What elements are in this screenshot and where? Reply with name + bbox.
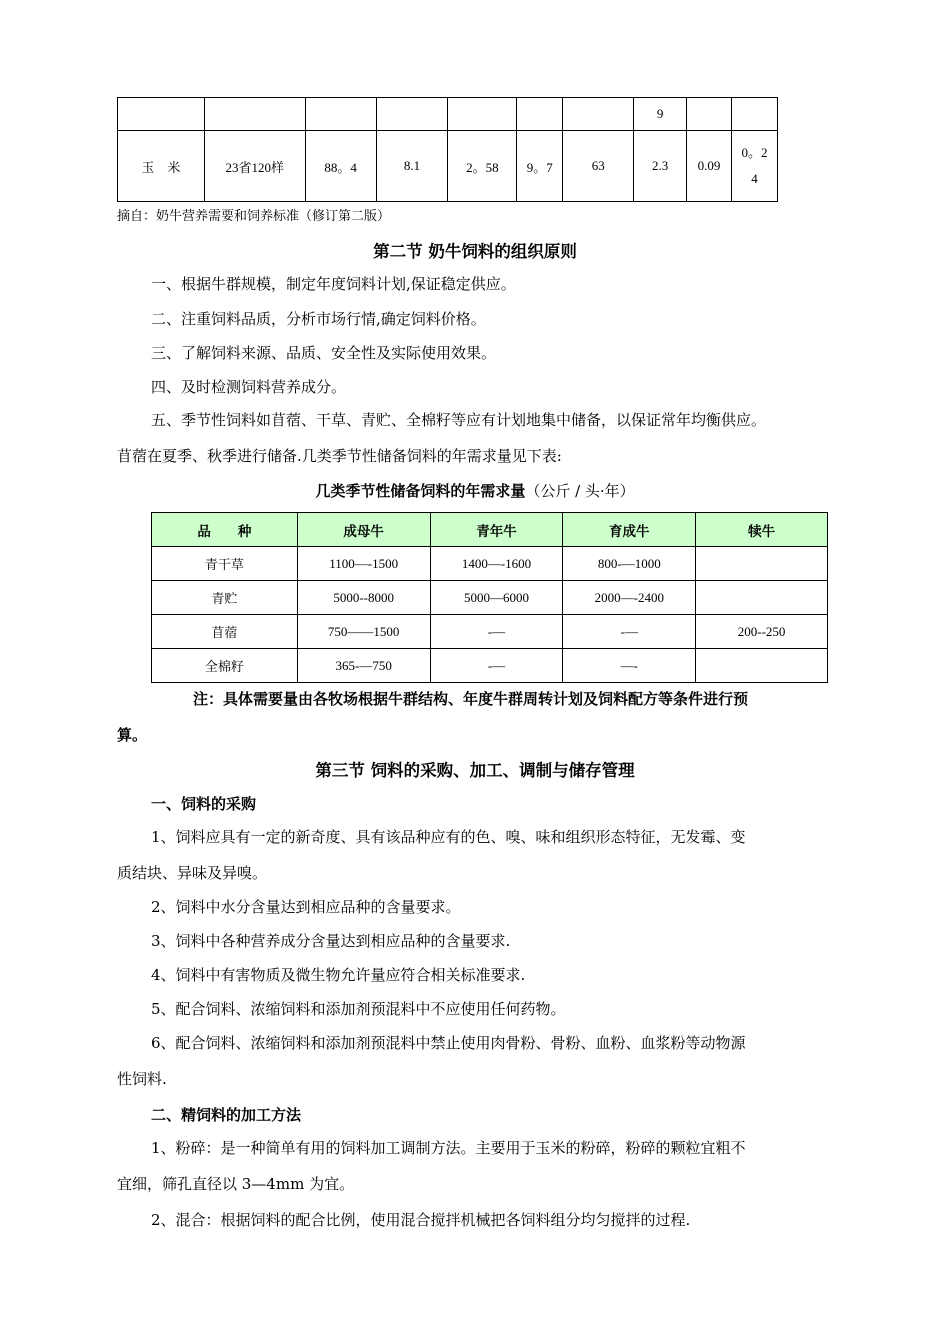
- paragraph: 质结块、异味及异嗅。: [117, 864, 268, 882]
- section3-title: 第三节 饲料的采购、加工、调制与储存管理: [315, 761, 635, 780]
- table-cell: [563, 98, 634, 131]
- paragraph: 四、及时检测饲料营养成分。: [151, 378, 347, 396]
- table-cell: 5000--8000: [297, 581, 430, 615]
- table-title-text: 几类季节性储备饲料的年需求量: [315, 482, 526, 500]
- table-cell: 青干草: [152, 547, 298, 581]
- column-header: 青年牛: [430, 513, 563, 547]
- subheading: 二、精饲料的加工方法: [151, 1106, 302, 1124]
- table-cell: 0.09: [687, 131, 732, 202]
- paragraph: 3、饲料中各种营养成分含量达到相应品种的含量要求.: [151, 932, 511, 950]
- subheading: 一、饲料的采购: [151, 795, 257, 813]
- paragraph: 苜蓿在夏季、秋季进行储备.几类季节性储备饲料的年需求量见下表:: [117, 447, 562, 465]
- cell-line: 0。2: [741, 145, 768, 160]
- table-note-cont: 算。: [117, 726, 148, 744]
- table-cell: [696, 547, 828, 581]
- feed-name-cell: 玉 米: [118, 131, 205, 202]
- table-cell: 8.1: [376, 131, 448, 202]
- table-cell: 2。58: [448, 131, 517, 202]
- table-cell: [305, 98, 376, 131]
- table-cell: —-: [563, 649, 696, 683]
- table-cell: [696, 649, 828, 683]
- table-cell: 苜蓿: [152, 615, 298, 649]
- column-header: 品 种: [152, 513, 298, 547]
- table-cell: [118, 98, 205, 131]
- paragraph: 1、饲料应具有一定的新奇度、具有该品种应有的色、嗅、味和组织形态特征，无发霉、变: [151, 828, 746, 846]
- table-cell: 63: [563, 131, 634, 202]
- table-cell: 9。7: [517, 131, 563, 202]
- paragraph: 性饲料.: [117, 1070, 167, 1088]
- column-header: 成母牛: [297, 513, 430, 547]
- paragraph: 2、混合：根据饲料的配合比例，使用混合搅拌机械把各饲料组分均匀搅拌的过程.: [151, 1211, 691, 1229]
- cell-line: 4: [751, 171, 758, 186]
- table-title-unit: （公斤 / 头·年）: [525, 482, 635, 500]
- paragraph: 4、饲料中有害物质及微生物允许量应符合相关标准要求.: [151, 966, 526, 984]
- seasonal-feed-table: [151, 512, 828, 683]
- table-row: [118, 98, 778, 131]
- paragraph: 宜细，筛孔直径以 3—4mm 为宜。: [117, 1175, 355, 1193]
- table-cell: 750——1500: [297, 615, 430, 649]
- paragraph: 一、根据牛群规模，制定年度饲料计划,保证稳定供应。: [151, 275, 516, 293]
- nutrient-table: [117, 97, 778, 202]
- table-cell: 2000—-2400: [563, 581, 696, 615]
- paragraph: 6、配合饲料、浓缩饲料和添加剂预混料中禁止使用肉骨粉、骨粉、血粉、血浆粉等动物源: [151, 1034, 746, 1052]
- table-cell: 88。4: [305, 131, 376, 202]
- column-header: 育成牛: [563, 513, 696, 547]
- table-row: [152, 649, 828, 683]
- table-cell: -—: [430, 615, 563, 649]
- table-cell: 青贮: [152, 581, 298, 615]
- table-cell: 200--250: [696, 615, 828, 649]
- table-cell: 365-—750: [297, 649, 430, 683]
- table-row: [152, 547, 828, 581]
- table-cell: [517, 98, 563, 131]
- table-row: [118, 131, 778, 202]
- table-cell: [696, 581, 828, 615]
- table-row: [152, 581, 828, 615]
- paragraph: 5、配合饲料、浓缩饲料和添加剂预混料中不应使用任何药物。: [151, 1000, 566, 1018]
- paragraph: 1、粉碎：是一种简单有用的饲料加工调制方法。主要用于玉米的粉碎，粉碎的颗粒宜粗不: [151, 1139, 746, 1157]
- table-cell: 1100—-1500: [297, 547, 430, 581]
- table-cell: 2.3: [634, 131, 687, 202]
- table-cell: 9: [634, 98, 687, 131]
- table-cell: 1400—-1600: [430, 547, 563, 581]
- table-note: 注：具体需要量由各牧场根据牛群结构、年度牛群周转计划及饲料配方等条件进行预: [193, 690, 749, 708]
- table-cell: [687, 98, 732, 131]
- table-cell: [376, 98, 448, 131]
- table-cell: [204, 98, 305, 131]
- section2-title: 第二节 奶牛饲料的组织原则: [373, 242, 577, 261]
- paragraph: 三、了解饲料来源、品质、安全性及实际使用效果。: [151, 344, 497, 362]
- column-header: 犊牛: [696, 513, 828, 547]
- table-cell: 800-—1000: [563, 547, 696, 581]
- source-note: 摘自：奶牛营养需要和饲养标准（修订第二版）: [117, 209, 391, 224]
- table-cell: -—: [563, 615, 696, 649]
- table-cell: [731, 98, 777, 131]
- table-title: [0, 480, 950, 501]
- table-cell: [731, 131, 777, 202]
- table-cell: 全棉籽: [152, 649, 298, 683]
- paragraph: 二、注重饲料品质，分析市场行情,确定饲料价格。: [151, 310, 486, 328]
- paragraph: 2、饲料中水分含量达到相应品种的含量要求。: [151, 898, 461, 916]
- table-cell: [448, 98, 517, 131]
- table-cell: 23省120样: [204, 131, 305, 202]
- table-cell: -—: [430, 649, 563, 683]
- paragraph: 五、季节性饲料如苜蓿、干草、青贮、全棉籽等应有计划地集中储备，以保证常年均衡供应。: [151, 411, 767, 429]
- table-cell: 5000—6000: [430, 581, 563, 615]
- table-row: [152, 615, 828, 649]
- table-header-row: [152, 513, 828, 547]
